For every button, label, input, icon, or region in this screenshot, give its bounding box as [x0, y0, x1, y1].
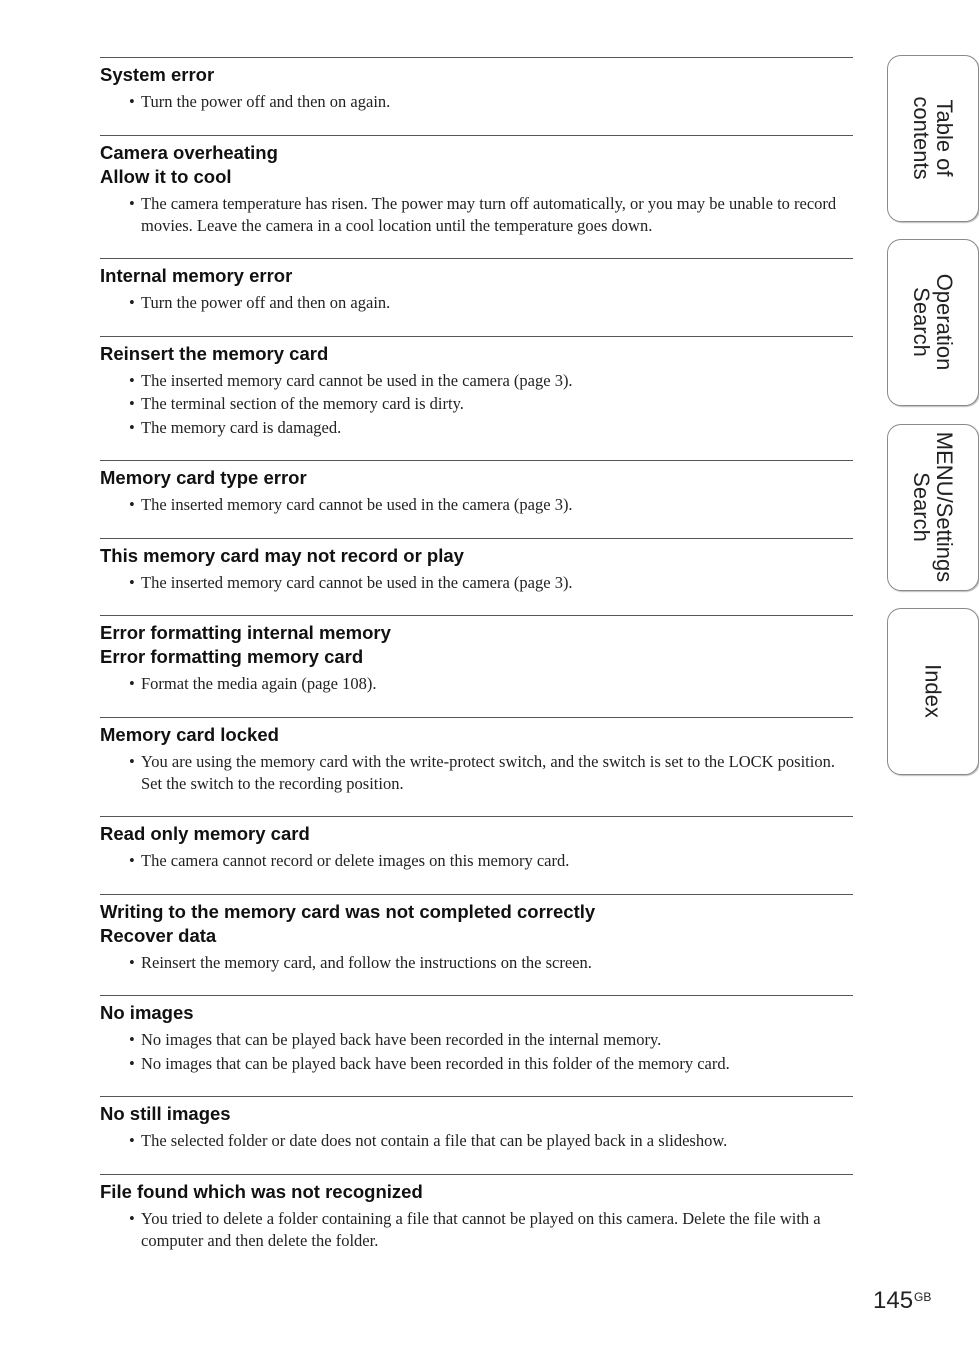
tab-label: [910, 422, 956, 592]
bullet-list: [100, 1130, 853, 1174]
tab-operation-search[interactable]: [887, 239, 979, 406]
message-heading: Allow it to cool: [100, 165, 232, 187]
message-heading: File found which was not recognized: [100, 1180, 423, 1202]
bullet-item: • No images that can be played back have been recorded in this folder of the memory card.: [100, 1053, 853, 1075]
bullet-list: [100, 494, 853, 538]
bullet-item: • The memory card is damaged.: [100, 417, 853, 439]
tab-label: [922, 606, 945, 776]
bullet-item: • Format the media again (page 108).: [100, 673, 853, 695]
message-headings: [100, 822, 853, 846]
message-heading: Error formatting memory card: [100, 646, 364, 667]
message-headings: [100, 264, 853, 288]
bullet-list: [100, 1029, 853, 1096]
message-heading: Reinsert the memory card: [100, 342, 329, 364]
message-heading: Recover data: [100, 924, 217, 946]
message-section: [100, 894, 853, 996]
bullet-item: • The camera temperature has risen. The power may turn off automatically, or you may be unable to record movies. Leave the camera in a cool location until the temperature goes down.: [100, 193, 853, 237]
bullet-item: • The inserted memory card cannot be used in the camera (page 3).: [100, 370, 853, 392]
bullet-list: [100, 952, 853, 996]
message-heading: No images: [100, 1002, 194, 1023]
tab-table-of-contents[interactable]: [887, 55, 979, 222]
bullet-item: • Turn the power off and then on again.: [100, 292, 853, 314]
page-number-suffix: GB: [914, 1290, 932, 1304]
bullet-item: • You are using the memory card with the write-protect switch, and the switch is set to the LOCK position. Set the switch to the recording position.: [100, 751, 853, 795]
page-number: [873, 1287, 931, 1315]
bullet-list: [100, 850, 853, 894]
message-heading: No still images: [100, 1103, 231, 1124]
message-section: [100, 995, 853, 1096]
message-headings: [100, 544, 853, 568]
message-headings: [100, 63, 853, 87]
message-section: [100, 336, 853, 461]
bullet-list: [100, 91, 853, 135]
message-headings: [100, 1180, 853, 1204]
tab-label-line: Search: [909, 472, 934, 542]
bullet-item: • Reinsert the memory card, and follow the instructions on the screen.: [100, 952, 853, 974]
message-section: [100, 538, 853, 616]
tab-label-line: Table of: [932, 99, 957, 177]
message-headings: [100, 1001, 853, 1025]
bullet-list: [100, 193, 853, 259]
message-section: [100, 816, 853, 894]
troubleshooting-list: [100, 57, 853, 1273]
message-section: [100, 135, 853, 259]
bullet-item: • The inserted memory card cannot be used in the camera (page 3).: [100, 572, 853, 594]
bullet-item: • The selected folder or date does not contain a file that can be played back in a slideshow.: [100, 1130, 853, 1152]
bullet-list: [100, 292, 853, 336]
bullet-item: • You tried to delete a folder containing a file that cannot be played on this camera. Delete the file with a computer and then delete the folder.: [100, 1208, 853, 1252]
message-headings: [100, 723, 853, 747]
bullet-list: [100, 751, 853, 817]
message-heading: Internal memory error: [100, 265, 293, 286]
tab-label: [910, 53, 956, 223]
bullet-item: • Turn the power off and then on again.: [100, 91, 853, 113]
message-heading: System error: [100, 64, 215, 85]
bullet-list: [100, 673, 853, 717]
bullet-list: [100, 1208, 853, 1274]
bullet-item: • No images that can be played back have been recorded in the internal memory.: [100, 1029, 853, 1051]
tab-label-line: MENU/Settings: [932, 431, 957, 583]
tab-label-line: contents: [909, 96, 934, 180]
message-heading: Camera overheating: [100, 141, 278, 163]
message-section: [100, 258, 853, 336]
message-headings: [100, 900, 853, 948]
message-section: [100, 460, 853, 538]
message-heading: Writing to the memory card was not completed correctly: [100, 900, 596, 922]
message-section: [100, 57, 853, 135]
message-headings: [100, 621, 853, 669]
message-heading: Memory card type error: [100, 467, 307, 488]
message-heading: This memory card may not record or play: [100, 544, 464, 566]
message-section: [100, 1096, 853, 1174]
message-headings: [100, 342, 853, 366]
message-heading: Read only memory card: [100, 823, 310, 844]
bullet-item: • The terminal section of the memory card is dirty.: [100, 393, 853, 415]
message-headings: [100, 1102, 853, 1126]
message-section: [100, 1174, 853, 1274]
tab-label: [910, 237, 956, 407]
message-headings: [100, 466, 853, 490]
tab-label-line: Search: [909, 287, 934, 357]
bullet-list: [100, 370, 853, 461]
message-heading: Memory card locked: [100, 723, 279, 745]
bullet-item: • The inserted memory card cannot be used in the camera (page 3).: [100, 494, 853, 516]
message-section: [100, 615, 853, 717]
tab-index[interactable]: [887, 608, 979, 775]
bullet-list: [100, 572, 853, 616]
bullet-item: • The camera cannot record or delete images on this memory card.: [100, 850, 853, 872]
tab-label-line: Operation: [932, 273, 957, 371]
message-section: [100, 717, 853, 817]
page-number-value: 145: [873, 1287, 914, 1314]
message-heading: Error formatting internal memory: [100, 622, 391, 643]
message-headings: [100, 141, 853, 189]
tab-label-line: Index: [920, 664, 946, 718]
tab-menu-settings-search[interactable]: [887, 424, 979, 591]
